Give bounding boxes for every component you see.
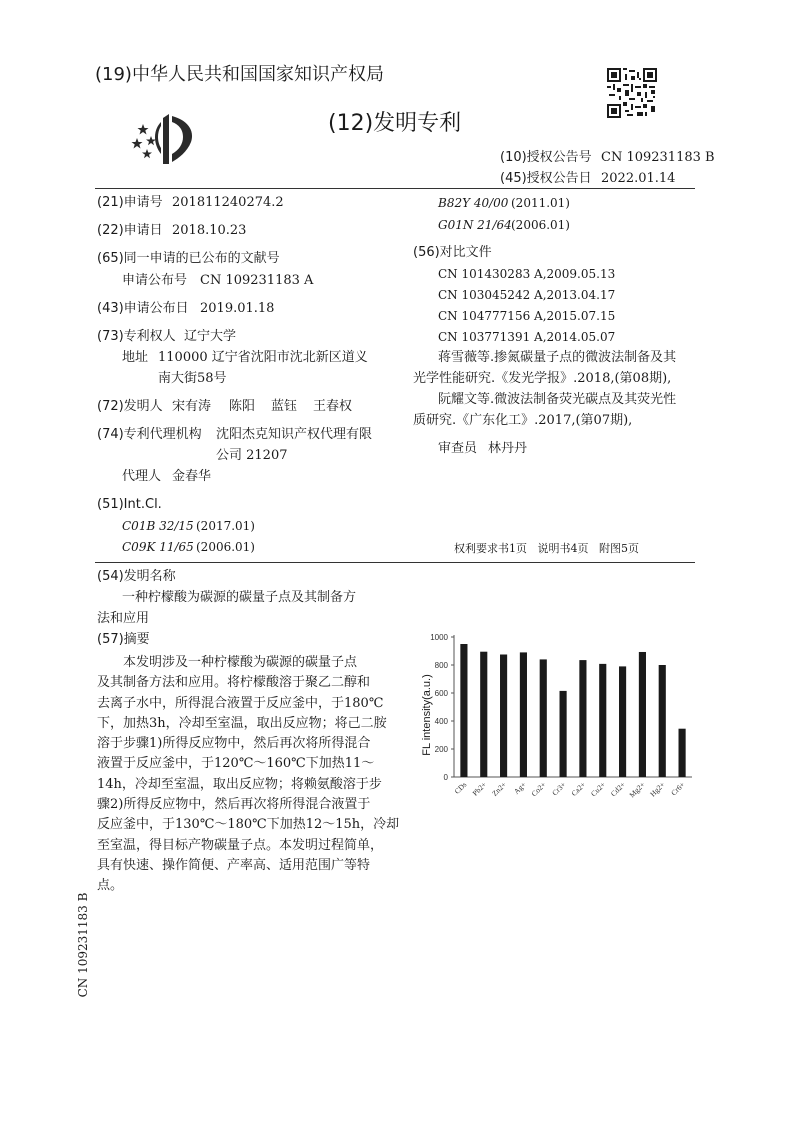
app-no-label: (21)申请号 bbox=[97, 195, 163, 210]
address-label: 地址 bbox=[122, 350, 149, 365]
app-date-label: (22)申请日 bbox=[97, 223, 163, 238]
chart-bar bbox=[480, 652, 487, 777]
x-tick-label: Pb2+ bbox=[470, 780, 489, 798]
agent-label: 代理人 bbox=[122, 469, 162, 484]
abstract-line: 具有快速、操作简便、产率高、适用范围广等特 bbox=[97, 857, 371, 873]
agent: 金春华 bbox=[172, 469, 212, 484]
intcl-year: (2011.01) bbox=[511, 196, 570, 210]
address-line-1: 110000 辽宁省沈阳市沈北新区道义 bbox=[158, 350, 368, 365]
intcl-code: B82Y 40/00 bbox=[438, 196, 509, 210]
x-tick-label: Mg2+ bbox=[627, 780, 647, 800]
abstract-line: 骤2)所得反应物中，然后再次将所得混合液置于 bbox=[97, 797, 371, 813]
header-divider bbox=[95, 188, 695, 189]
y-tick-label: 1000 bbox=[430, 633, 448, 642]
y-tick-label: 600 bbox=[434, 689, 448, 698]
prior-pub-heading: (65)同一申请的已公布的文献号 bbox=[97, 251, 280, 266]
chart-bar bbox=[560, 691, 567, 777]
y-tick-label: 0 bbox=[443, 773, 448, 782]
intcl-year: (2017.01) bbox=[196, 519, 255, 533]
emblem-star bbox=[138, 124, 149, 135]
pub-date: 2022.01.14 bbox=[601, 171, 676, 186]
emblem-star bbox=[132, 138, 143, 149]
pages-note: 权利要求书1页 说明书4页 附图5页 bbox=[454, 542, 639, 555]
x-tick-label: Ag+ bbox=[511, 780, 528, 796]
citation-item: CN 103771391 A,2014.05.07 bbox=[438, 330, 616, 344]
chart-bar bbox=[540, 659, 547, 777]
x-tick-label: Cr6+ bbox=[669, 780, 687, 798]
x-tick-label: CDs bbox=[452, 780, 469, 796]
citation-item: CN 104777156 A,2015.07.15 bbox=[438, 309, 616, 323]
agency-label: (74)专利代理机构 bbox=[97, 427, 202, 442]
x-tick-label: Ca2+ bbox=[569, 780, 588, 798]
y-tick-label: 800 bbox=[434, 661, 448, 670]
prior-pub-label: 申请公布号 bbox=[122, 273, 188, 288]
examiner-label: 审查员 bbox=[438, 441, 478, 456]
x-tick-label: Zn2+ bbox=[490, 780, 508, 798]
pub-number: CN 109231183 B bbox=[601, 150, 715, 165]
y-tick-label: 400 bbox=[434, 717, 448, 726]
x-tick-label: Cu2+ bbox=[588, 780, 608, 799]
inventor-label: (72)发明人 bbox=[97, 399, 163, 414]
side-publication-number: CN 109231183 B bbox=[76, 892, 90, 998]
citation-item: CN 103045242 A,2013.04.17 bbox=[438, 288, 616, 302]
citations-label: (56)对比文件 bbox=[413, 245, 492, 260]
abstract-line: 液置于反应釜中，于120℃～160℃下加热11～ bbox=[97, 756, 375, 772]
intcl-code: C01B 32/15 bbox=[122, 519, 194, 533]
agency-line-1: 沈阳杰克知识产权代理有限 bbox=[216, 427, 373, 442]
invention-title-line: 法和应用 bbox=[97, 611, 150, 626]
x-tick-label: Cr3+ bbox=[550, 780, 568, 798]
abstract-line: 下，加热3h，冷却至室温，取出反应物；将己二胺 bbox=[97, 715, 387, 731]
abstract-text bbox=[97, 653, 400, 897]
emblem-star bbox=[142, 149, 152, 158]
invention-title-line: 一种柠檬酸为碳源的碳量子点及其制备方 bbox=[122, 590, 357, 605]
pub-date-label: (45)授权公告日 bbox=[500, 171, 592, 186]
intcl-year: (2006.01) bbox=[511, 218, 570, 232]
document-type-title: (12)发明专利 bbox=[328, 111, 462, 136]
chart-bar bbox=[679, 729, 686, 777]
abstract-line: 去离子水中，所得混合液置于反应釜中，于180℃ bbox=[97, 695, 384, 711]
patentee-label: (73)专利权人 bbox=[97, 329, 176, 344]
intcl-code: G01N 21/64 bbox=[438, 218, 512, 232]
qr-code[interactable] bbox=[607, 68, 657, 118]
inventor-name: 蓝钰 bbox=[271, 399, 298, 414]
abstract-line: 点。 bbox=[97, 878, 124, 894]
abstract-line: 溶于步骤1)所得反应物中，然后再次将所得混合 bbox=[97, 736, 371, 752]
chart-bar bbox=[659, 665, 666, 777]
prior-pub: CN 109231183 A bbox=[200, 273, 314, 288]
office-name: (19)中华人民共和国国家知识产权局 bbox=[95, 64, 384, 85]
chart-bar bbox=[599, 664, 606, 777]
intcl-label: (51)Int.Cl. bbox=[97, 497, 162, 512]
intcl-year: (2006.01) bbox=[196, 540, 255, 554]
abstract-line: 至室温，得目标产物碳量子点。本发明过程简单， bbox=[97, 837, 384, 853]
pub-number-label: (10)授权公告号 bbox=[500, 150, 592, 165]
app-no: 201811240274.2 bbox=[172, 195, 284, 210]
office-emblem-logo bbox=[125, 108, 215, 168]
x-tick-label: Co2+ bbox=[529, 780, 548, 799]
prior-pub-date: 2019.01.18 bbox=[200, 301, 275, 316]
chart-bar bbox=[619, 666, 626, 777]
agency-line-2: 公司 21207 bbox=[216, 448, 288, 463]
address-line-2: 南大街58号 bbox=[158, 371, 227, 386]
app-date: 2018.10.23 bbox=[172, 223, 247, 238]
intcl-code: C09K 11/65 bbox=[122, 540, 194, 554]
y-axis-label: FL intensity(a.u.) bbox=[421, 674, 433, 756]
invention-title-label: (54)发明名称 bbox=[97, 569, 176, 584]
nonpatent-citation: 蒋雪薇等.掺氮碳量子点的微波法制备及其 bbox=[438, 350, 677, 365]
y-tick-label: 200 bbox=[434, 745, 448, 754]
chart-bar bbox=[639, 652, 646, 777]
inventor-name: 王春权 bbox=[313, 399, 353, 414]
patentee: 辽宁大学 bbox=[184, 329, 237, 344]
x-tick-label: Hg2+ bbox=[648, 780, 667, 799]
section-divider bbox=[95, 562, 695, 563]
examiner: 林丹丹 bbox=[488, 441, 528, 456]
abstract-line: 本发明涉及一种柠檬酸为碳源的碳量子点 bbox=[123, 655, 358, 670]
x-tick-label: Cd2+ bbox=[608, 780, 627, 799]
prior-pub-date-label: (43)申请公布日 bbox=[97, 301, 189, 316]
nonpatent-citation: 质研究.《广东化工》.2017,(第07期), bbox=[413, 413, 633, 428]
chart-bar bbox=[460, 644, 467, 777]
abstract-line: 及其制备方法和应用。将柠檬酸溶于聚乙二醇和 bbox=[97, 675, 371, 691]
fl-intensity-bar-chart bbox=[408, 625, 698, 820]
chart-bar bbox=[500, 655, 507, 778]
inventor-name: 陈阳 bbox=[229, 399, 256, 414]
chart-bar bbox=[520, 652, 527, 777]
nonpatent-citation: 光学性能研究.《发光学报》.2018,(第08期), bbox=[413, 371, 672, 386]
abstract-label: (57)摘要 bbox=[97, 632, 150, 647]
nonpatent-citation: 阮耀文等.微波法制备荧光碳点及其荧光性 bbox=[438, 392, 677, 407]
citation-item: CN 101430283 A,2009.05.13 bbox=[438, 267, 616, 281]
chart-bar bbox=[579, 660, 586, 777]
emblem-star bbox=[146, 136, 156, 145]
inventor-name: 宋有涛 bbox=[172, 399, 212, 414]
abstract-line: 14h，冷却至室温，取出反应物；将赖氨酸溶于步 bbox=[97, 776, 382, 792]
abstract-line: 反应釜中，于130℃～180℃下加热12～15h，冷却 bbox=[97, 817, 400, 833]
